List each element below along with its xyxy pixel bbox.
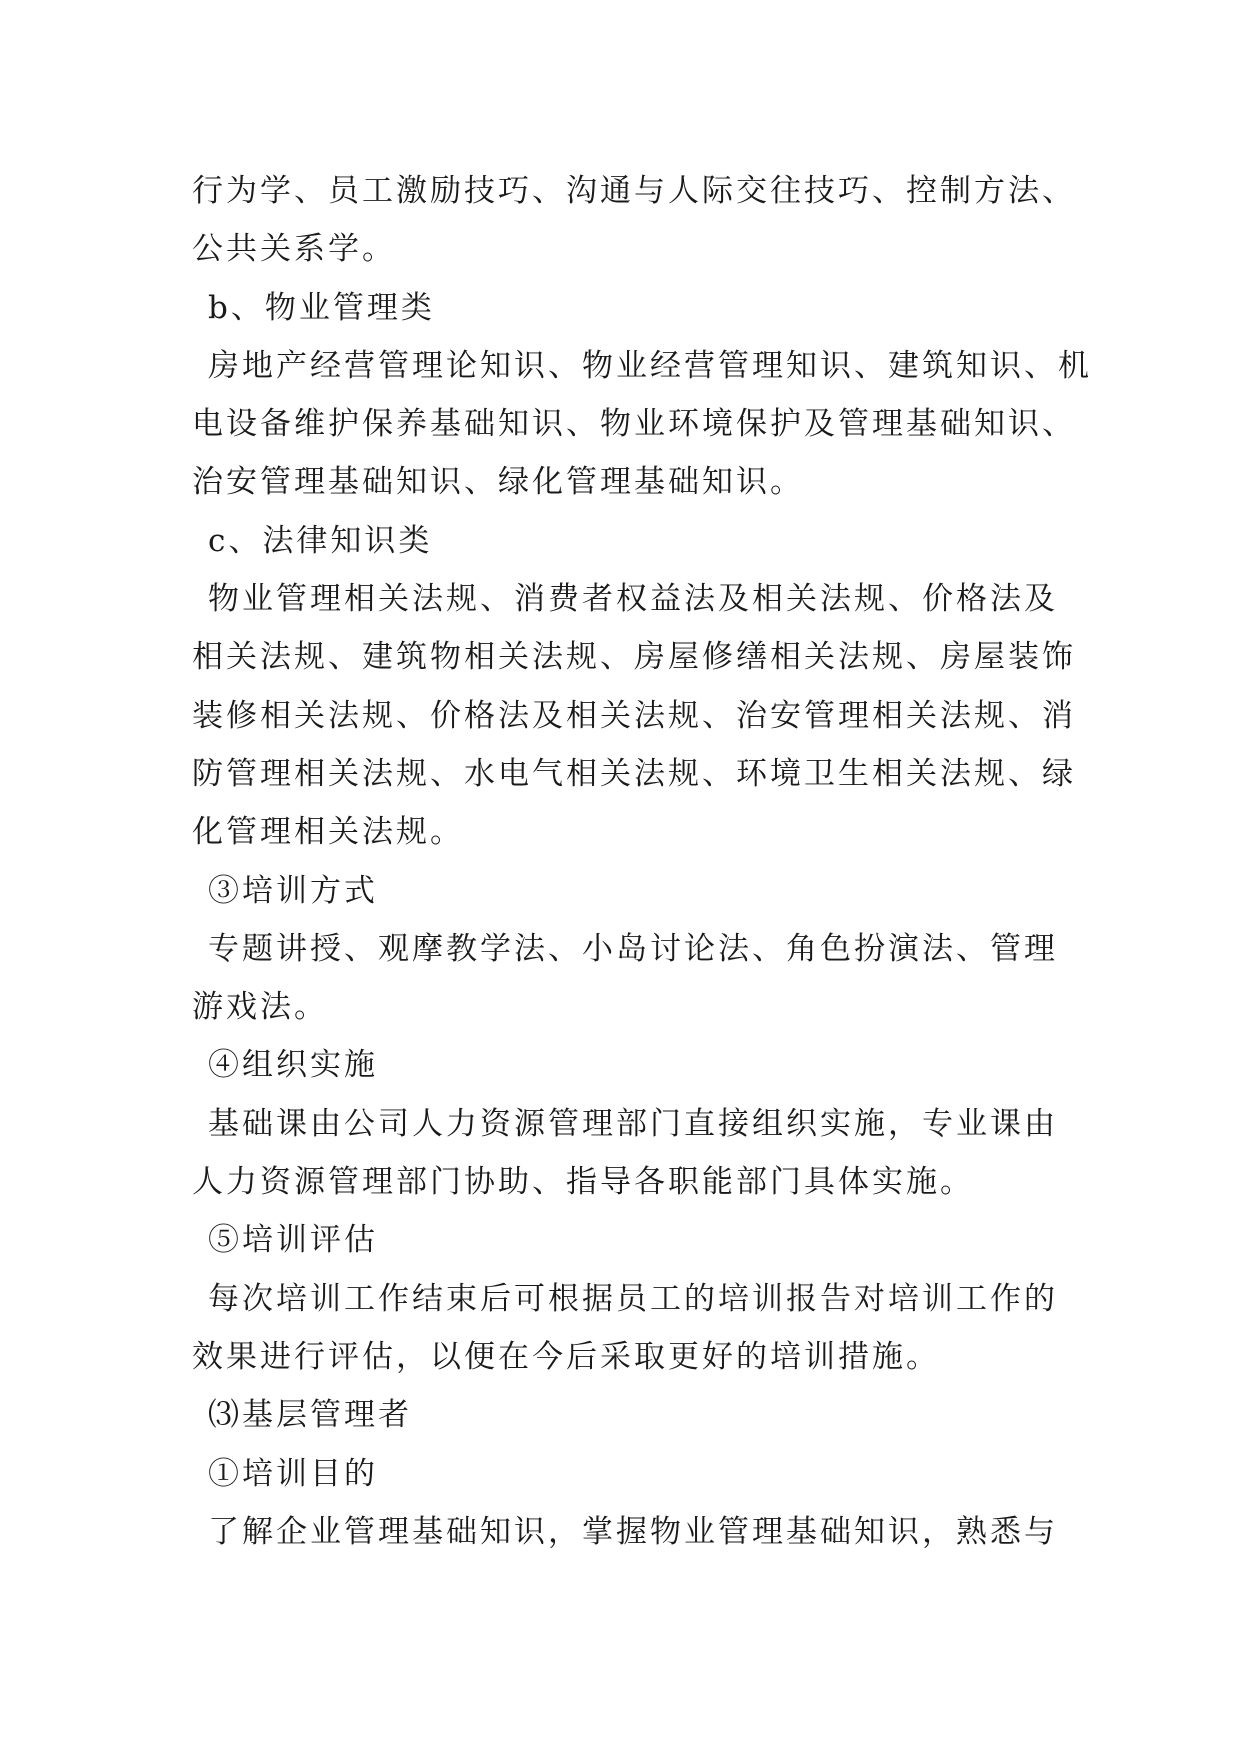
text-line: 房地产经营管理论知识、物业经营管理知识、建筑知识、机 bbox=[208, 347, 1092, 384]
text-line: 电设备维护保养基础知识、物业环境保护及管理基础知识、 bbox=[192, 406, 1076, 443]
section-heading: ⑶基层管理者 bbox=[208, 1397, 412, 1434]
text-line: 效果进行评估，以便在今后采取更好的培训措施。 bbox=[192, 1338, 940, 1375]
section-heading: ④组织实施 bbox=[208, 1047, 378, 1084]
text-line: 装修相关法规、价格法及相关法规、治安管理相关法规、消 bbox=[192, 697, 1076, 734]
text-line: 了解企业管理基础知识，掌握物业管理基础知识，熟悉与 bbox=[208, 1513, 1058, 1550]
subsection-heading: b、物业管理类 bbox=[208, 289, 435, 326]
text-line: 专题讲授、观摩教学法、小岛讨论法、角色扮演法、管理 bbox=[208, 930, 1058, 967]
text-line: 相关法规、建筑物相关法规、房屋修缮相关法规、房屋装饰 bbox=[192, 639, 1076, 676]
section-heading: ⑤培训评估 bbox=[208, 1222, 378, 1259]
text-line: 物业管理相关法规、消费者权益法及相关法规、价格法及 bbox=[208, 581, 1058, 618]
text-line: 游戏法。 bbox=[192, 989, 328, 1026]
text-line: 每次培训工作结束后可根据员工的培训报告对培训工作的 bbox=[208, 1280, 1058, 1317]
subsection-heading: c、法律知识类 bbox=[208, 522, 433, 559]
text-line: 基础课由公司人力资源管理部门直接组织实施，专业课由 bbox=[208, 1105, 1058, 1142]
document-page bbox=[192, 162, 1092, 1561]
text-line: 防管理相关法规、水电气相关法规、环境卫生相关法规、绿 bbox=[192, 755, 1076, 792]
section-heading: ③培训方式 bbox=[208, 872, 378, 909]
text-line: 行为学、员工激励技巧、沟通与人际交往技巧、控制方法、 bbox=[192, 173, 1076, 209]
text-line: 人力资源管理部门协助、指导各职能部门具体实施。 bbox=[192, 1164, 974, 1201]
section-heading: ①培训目的 bbox=[208, 1455, 378, 1492]
text-line: 公共关系学。 bbox=[192, 231, 396, 268]
text-line: 治安管理基础知识、绿化管理基础知识。 bbox=[192, 464, 804, 501]
text-line: 化管理相关法规。 bbox=[192, 814, 464, 851]
